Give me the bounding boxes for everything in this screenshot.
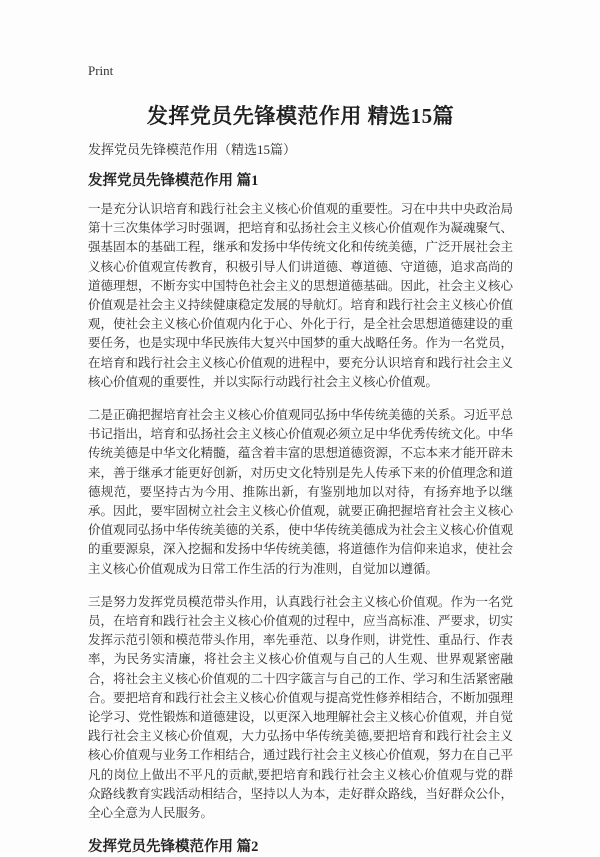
page-title: 发挥党员先锋模范作用 精选15篇 <box>146 104 455 128</box>
print-button[interactable]: Print <box>88 63 114 78</box>
section-1-paragraph-3: 三是努力发挥党员模范带头作用，认真践行社会主义核心价值观。作为一名党员，在培育和践行社会主义核心价值观的过程中，应当高标准、严要求，切实发挥示范引领和模范带头作用，率先垂范、以身作则，讲党性、重品行、作表率，为民务实清廉，将社会主义核心价值观与自己的人生观、世界观紧密融合，将社会主义核心价值观的二十四字箴言与自己的工作、学习和生活紧密融合。要把培育和践行社会主义核心价值观与提高党性修养相结合，不断加强理论学习、党性锻炼和道德建设，以更深入地理解社会主义核心价值观，并自觉践行社会主义核心价值观，大力弘扬中华传统美德,要把培育和践行社会主义核心价值观与业务工作相结合，通过践行社会主义核心价值观，努力在自己平凡的岗位上做出不平凡的贡献,要把培育和践行社会主义核心价值观与党的群众路线教育实践活动相结合，坚持以人为本，走好群众路线，当好群众公仆，全心全意为人民服务。 <box>88 594 514 821</box>
section-1-paragraph-2: 二是正确把握培育社会主义核心价值观同弘扬中华传统美德的关系。习近平总书记指出，培育和弘扬社会主义核心价值观必须立足中华优秀传统文化。中华传统美德是中华文化精髓，蕴含着丰富的思想道德资源，不忘本来才能开辟未来，善于继承才能更好创新，对历史文化特别是先人传承下来的价值理念和道德规范，要坚持古为今用、推陈出新，有鉴别地加以对待，有扬弃地予以继承。因此，要牢固树立社会主义核心价值观，就要正确把握培育社会主义核心价值观同弘扬中华传统美德的关系，使中华传统美德成为社会主义核心价值观的重要源泉，深入挖掘和发扬中华传统美德，将道德作为信仰来追求，使社会主义核心价值观成为日常工作生活的行为准则，自觉加以遵循。 <box>88 408 514 576</box>
section-1-paragraph-1: 一是充分认识培育和践行社会主义核心价值观的重要性。习在中共中央政治局第十三次集体学习时强调，把培育和弘扬社会主义核心价值观作为凝魂聚气、强基固本的基础工程，继承和发扬中华传统文化和传统美德，广泛开展社会主义核心价值观宣传教育，积极引导人们讲道德、尊道德、守道德，追求高尚的道德理想，不断夯实中国特色社会主义的思想道德基础。因此，社会主义核心价值观是社会主义持续健康稳定发展的导航灯。培育和践行社会主义核心价值观，使社会主义核心价值观内化于心、外化于行，是全社会思想道德建设的重要任务，也是实现中华民族伟大复兴中国梦的重大战略任务。作为一名党员，在培育和践行社会主义核心价值观的进程中，要充分认识培育和践行社会主义核心价值观的重要性，并以实际行动践行社会主义核心价值观。 <box>88 202 514 389</box>
page-subtitle: 发挥党员先锋模范作用（精选15篇） <box>88 142 297 157</box>
section-2-heading: 发挥党员先锋模范作用 篇2 <box>88 839 259 856</box>
section-1-heading: 发挥党员先锋模范作用 篇1 <box>88 173 259 189</box>
